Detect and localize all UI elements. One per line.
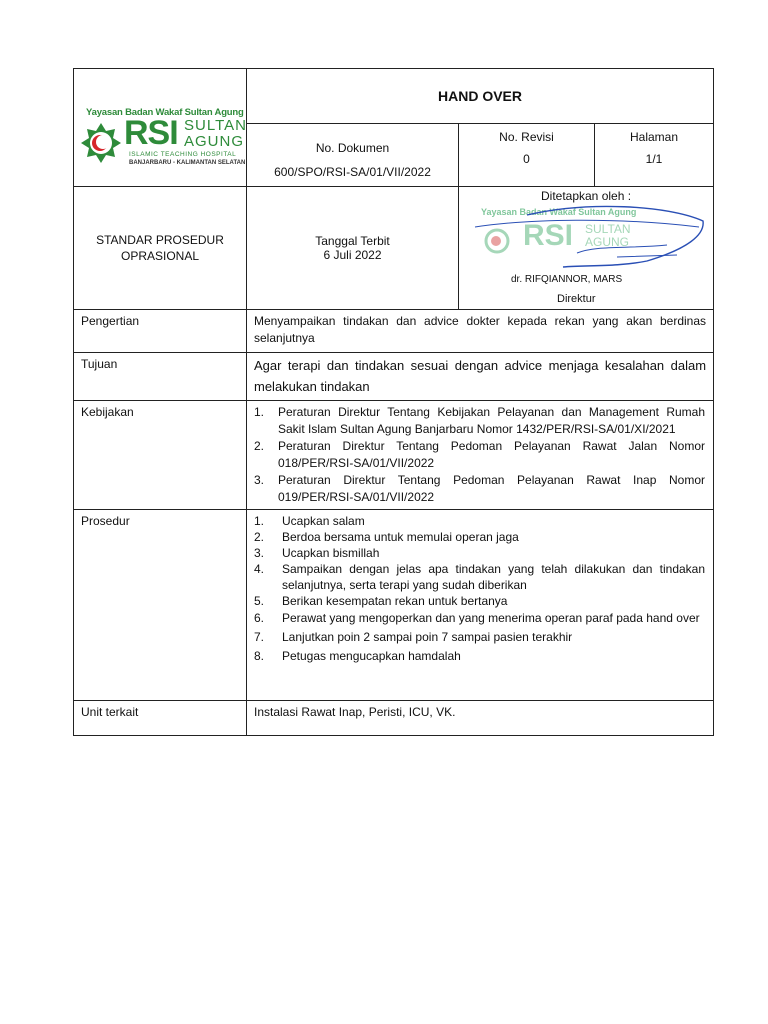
halaman-cell xyxy=(595,124,714,187)
hospital-logo xyxy=(74,78,246,178)
prosedur-item: 1. Ucapkan salam xyxy=(254,514,365,528)
no-dokumen-cell xyxy=(247,124,459,187)
kebijakan-item: 1. Peraturan Direktur Tentang Kebijakan Pelayanan dan Management Rumah Sakit Islam Sultan Agung Banjarbaru Nomor 1432/PER/RSI-SA/01/XI/2021 xyxy=(254,405,706,436)
no-revisi-value: 0 xyxy=(523,152,530,166)
prosedur-item: 4. Sampaikan dengan jelas apa tindakan yang telah dilakukan dan tindakan selanjutnya, serta terapi yang sudah diberikan xyxy=(254,562,706,592)
ditetapkan-label: Ditetapkan oleh : xyxy=(540,189,632,203)
spo-label-cell xyxy=(74,187,247,310)
tujuan-text: Agar terapi dan tindakan sesuai dengan advice menjaga kesalahan dalam melakukan tindakan xyxy=(247,353,714,401)
document-title: HAND OVER xyxy=(247,69,714,124)
signature-icon xyxy=(467,205,707,285)
kebijakan-item: 2. Peraturan Direktur Tentang Pedoman Pelayanan Rawat Jalan Nomor 018/PER/RSI-SA/01/VII/2022 xyxy=(254,439,706,470)
logo-brand: RSI xyxy=(124,113,178,152)
signer-name: dr. RIFQIANNOR, MARS xyxy=(511,274,623,285)
pengertian-label: Pengertian xyxy=(74,310,247,353)
prosedur-item: 6. Perawat yang mengoperkan dan yang menerima operan paraf pada hand over xyxy=(254,611,700,625)
no-dokumen-value: 600/SPO/RSI-SA/01/VII/2022 xyxy=(274,165,431,179)
no-revisi-label: No. Revisi xyxy=(499,130,554,144)
star-crescent-icon xyxy=(80,122,122,164)
prosedur-item: 5. Berikan kesempatan rekan untuk bertanya xyxy=(254,594,508,608)
stamp-brand: RSI xyxy=(523,219,574,252)
tanggal-terbit-value: 6 Juli 2022 xyxy=(323,248,382,262)
logo-foundation-text: Yayasan Badan Wakaf Sultan Agung xyxy=(86,106,244,118)
halaman-label: Halaman xyxy=(630,130,679,144)
logo-sultan: SULTAN xyxy=(184,116,247,134)
tanggal-terbit-cell xyxy=(247,187,459,310)
kebijakan-item: 3. Peraturan Direktur Tentang Pedoman Pelayanan Rawat Inap Nomor 019/PER/RSI-SA/01/VII/2022 xyxy=(254,473,706,504)
unit-terkait-label: Unit terkait xyxy=(74,701,247,736)
prosedur-item: 2. Berdoa bersama untuk memulai operan jaga xyxy=(254,530,519,544)
kebijakan-cell xyxy=(247,401,714,510)
sop-document xyxy=(73,68,713,736)
tanggal-terbit-label: Tanggal Terbit xyxy=(315,234,390,248)
logo-tagline: ISLAMIC TEACHING HOSPITAL xyxy=(129,150,237,158)
prosedur-item: 7. Lanjutkan poin 2 sampai poin 7 sampai pasien terakhir xyxy=(254,630,573,644)
prosedur-label: Prosedur xyxy=(74,510,247,701)
director-stamp xyxy=(467,205,707,285)
tujuan-label: Tujuan xyxy=(74,353,247,401)
prosedur-cell xyxy=(247,510,714,701)
no-dokumen-label: No. Dokumen xyxy=(315,141,390,155)
stamp-foundation-text: Yayasan Badan Wakaf Sultan Agung xyxy=(481,207,637,217)
signer-role: Direktur xyxy=(557,293,596,305)
prosedur-list xyxy=(254,513,705,666)
spo-label: STANDAR PROSEDUR OPRASIONAL xyxy=(96,233,224,263)
stamp-sultan-agung: SULTAN AGUNG xyxy=(585,222,631,250)
kebijakan-list xyxy=(254,404,705,506)
pengertian-text: Menyampaikan tindakan dan advice dokter kepada rekan yang akan berdinas selanjutnya xyxy=(247,310,714,353)
logo-cell xyxy=(74,69,247,187)
unit-terkait-text: Instalasi Rawat Inap, Peristi, ICU, VK. xyxy=(247,701,714,736)
logo-location: BANJARBARU - KALIMANTAN SELATAN xyxy=(129,159,246,166)
prosedur-item: 3. Ucapkan bismillah xyxy=(254,546,380,560)
sop-table xyxy=(73,68,714,736)
no-revisi-cell xyxy=(459,124,595,187)
logo-agung: AGUNG xyxy=(184,132,245,150)
kebijakan-label: Kebijakan xyxy=(74,401,247,510)
prosedur-item: 8. Petugas mengucapkan hamdalah xyxy=(254,649,461,663)
halaman-value: 1/1 xyxy=(645,152,663,166)
ditetapkan-cell xyxy=(459,187,714,310)
